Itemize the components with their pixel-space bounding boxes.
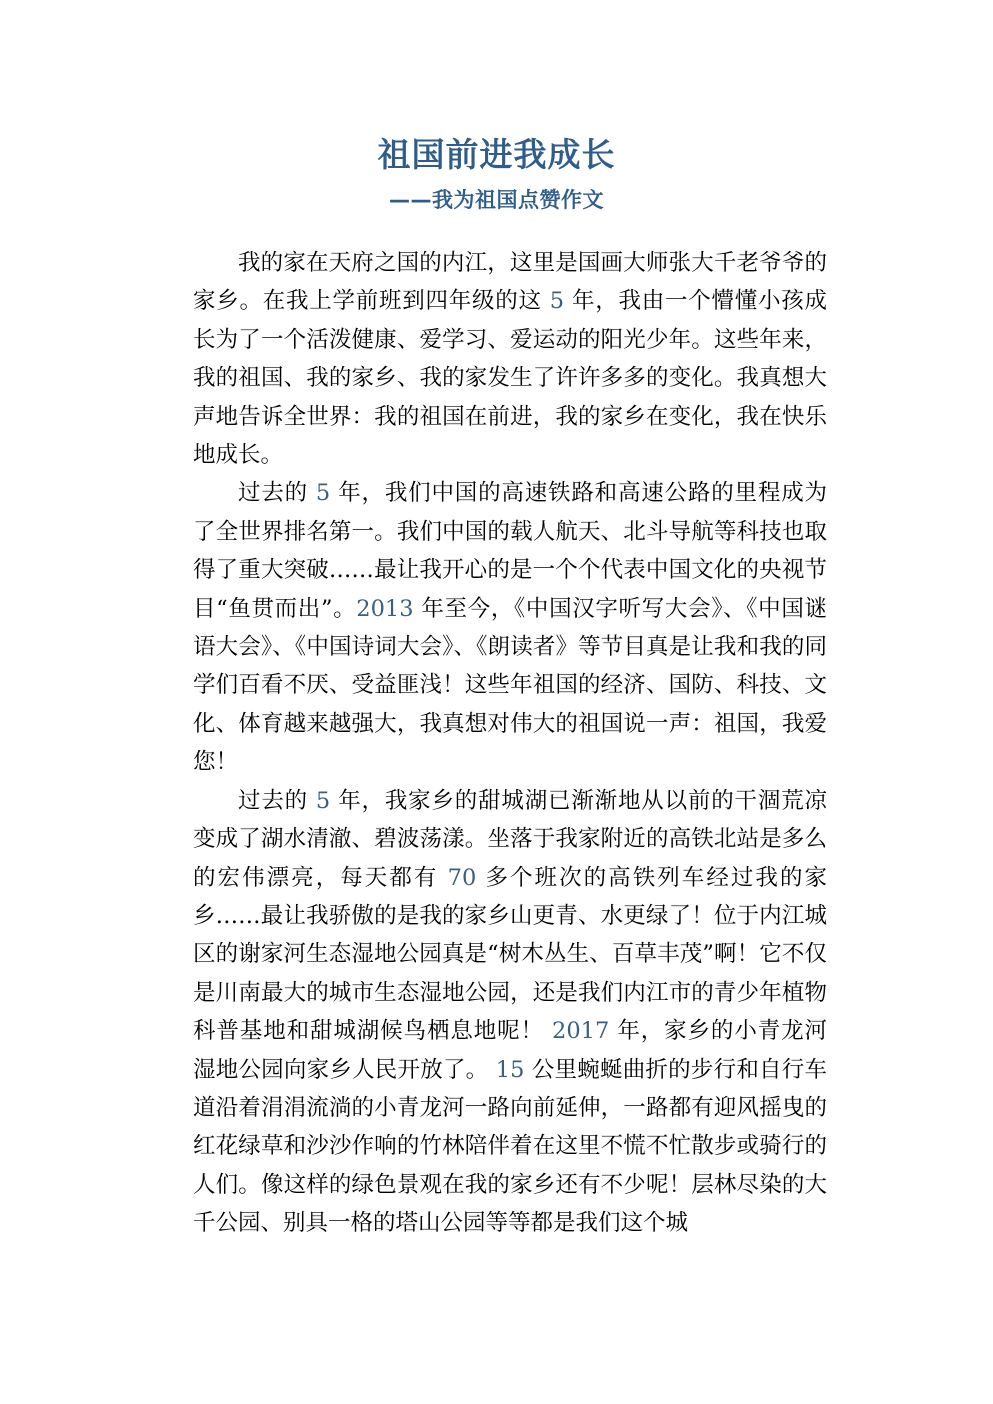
document-body (193, 244, 827, 1243)
numeral: 70 (447, 864, 477, 891)
numeral: 5 (315, 787, 331, 814)
numeral: 2013 (356, 595, 414, 622)
paragraph-1: 我的家在天府之国的内江，这里是国画大师张大千老爷爷的家乡。在我上学前班到四年级的这 5 年，我由一个懵懂小孩成长为了一个活泼健康、爱学习、爱运动的阳光少年。这些年来，我的祖国、我的家乡、我的家发生了许许多多的变化。我真想大声地告诉全世界：我的祖国在前进，我的家乡在变化，我在快乐地成长。 (193, 250, 827, 469)
paragraph-3: 过去的 5 年，我家乡的甜城湖已渐渐地从以前的干涸荒凉变成了湖水清澈、碧波荡漾。坐落于我家附近的高铁北站是多么的宏伟漂亮，每天都有 70 多个班次的高铁列车经过我的家乡……最让我骄傲的是我的家乡山更青、水更绿了！位于内江城区的谢家河生态湿地公园真是“树木丛生、百草丰茂”啊！它不仅是川南最大的城市生态湿地公园，还是我们内江市的青少年植物科普基地和甜城湖候鸟栖息地呢！ 2017 年，家乡的小青龙河湿地公园向家乡人民开放了。 15 公里蜿蜒曲折的步行和自行车道沿着涓涓流淌的小青龙河一路向前延伸，一路都有迎风摇曳的红花绿草和沙沙作响的竹林陪伴着在这里不慌不忙散步或骑行的人们。像这样的绿色景观在我的家乡还有不少呢！层林尽染的大千公园、别具一格的塔山公园等等都是我们这个城 (193, 787, 828, 1237)
numeral: 5 (510, 1056, 525, 1083)
page-title: 祖国前进我成长 (377, 135, 616, 175)
numeral: 2017 (552, 1018, 610, 1045)
paragraph-2: 过去的 5 年，我们中国的高速铁路和高速公路的里程成为了全世界排名第一。我们中国的载人航天、北斗导航等科技也取得了重大突破……最让我开心的是一个个代表中国文化的央视节目“鱼贯而出”。2013 年至今，《中国汉字听写大会》、《中国谜语大会》、《中国诗词大会》、《朗读者》等节目真是让我和我的同学们百看不厌、受益匪浅！这些年祖国的经济、国防、科技、文化、体育越来越强大，我真想对伟大的祖国说一声：祖国，我爱您！ (193, 480, 828, 776)
page-subtitle: ——我为祖国点赞作文 (389, 188, 604, 213)
numeral: 5 (549, 288, 565, 315)
numeral: 15 (495, 1056, 525, 1083)
numeral: 5 (315, 480, 331, 507)
